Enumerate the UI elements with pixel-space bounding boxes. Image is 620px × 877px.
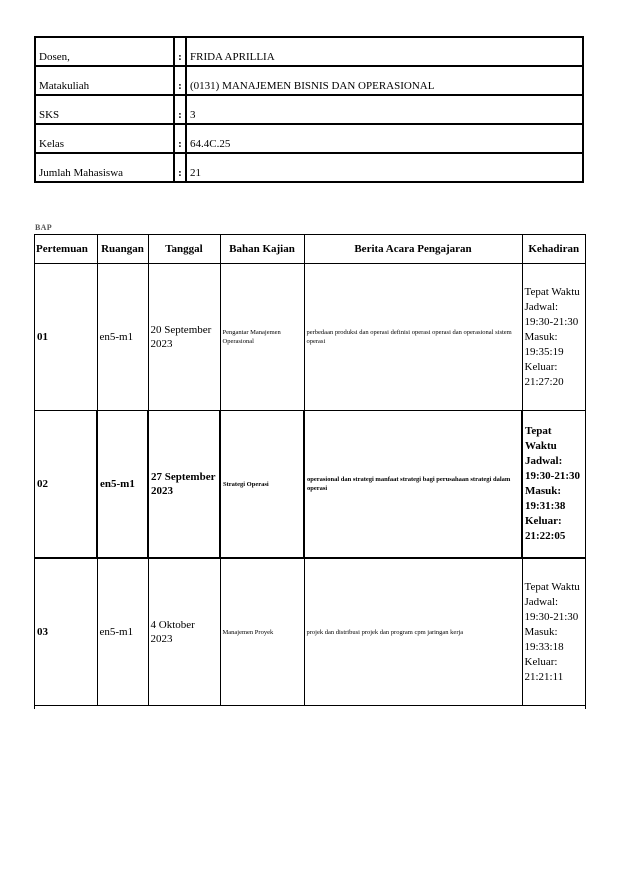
info-row-sks	[35, 95, 583, 124]
header-berita-acara: Berita Acara Pengajaran	[304, 235, 522, 264]
info-separator: :	[174, 124, 186, 153]
info-separator: :	[174, 153, 186, 182]
info-label: Jumlah Mahasiswa	[35, 153, 174, 182]
pertemuan-cell: 02	[35, 411, 97, 559]
kehadiran-cell: Tepat Waktu Jadwal: 19:30-21:30 Masuk: 19:35:19 Keluar: 21:27:20	[522, 264, 585, 411]
course-info-table	[34, 36, 584, 183]
info-row-matakuliah	[35, 66, 583, 95]
tanggal-cell: 4 Oktober 2023	[148, 558, 220, 706]
berita-acara-cell: operasional dan strategi manfaat strategi bagi perusahaan strategi dalam operasi	[304, 411, 522, 559]
ruangan-cell: en5-m1	[97, 411, 148, 559]
info-separator: :	[174, 66, 186, 95]
info-row-kelas	[35, 124, 583, 153]
header-bahan-kajian: Bahan Kajian	[220, 235, 304, 264]
header-tanggal: Tanggal	[148, 235, 220, 264]
info-row-dosen	[35, 37, 583, 66]
table-row	[35, 264, 585, 411]
info-label: Kelas	[35, 124, 174, 153]
ruangan-cell: en5-m1	[97, 558, 148, 706]
tanggal-cell: 27 September 2023	[148, 411, 220, 559]
kehadiran-cell: Tepat Waktu Jadwal: 19:30-21:30 Masuk: 19:33:18 Keluar: 21:21:11	[522, 558, 585, 706]
info-label: Dosen,	[35, 37, 174, 66]
table-row	[35, 411, 585, 559]
info-value: 3	[186, 95, 583, 124]
info-label: Matakuliah	[35, 66, 174, 95]
header-kehadiran: Kehadiran	[522, 235, 585, 264]
info-row-jumlah-mahasiswa	[35, 153, 583, 182]
info-value: 64.4C.25	[186, 124, 583, 153]
ruangan-cell: en5-m1	[97, 264, 148, 411]
berita-acara-cell: projek dan distribusi projek dan program cpm jaringan kerja	[304, 558, 522, 706]
bap-table-frame	[34, 234, 586, 709]
info-value: FRIDA APRILLIA	[186, 37, 583, 66]
tanggal-cell: 20 September 2023	[148, 264, 220, 411]
info-label: SKS	[35, 95, 174, 124]
berita-acara-cell: perbedaan produksi dan operasi definisi operasi operasi dan operasional sistem operasi	[304, 264, 522, 411]
bahan-kajian-cell: Strategi Operasi	[220, 411, 304, 559]
header-ruangan: Ruangan	[97, 235, 148, 264]
pertemuan-cell: 03	[35, 558, 97, 706]
info-value: (0131) MANAJEMEN BISNIS DAN OPERASIONAL	[186, 66, 583, 95]
bap-label: BAP	[35, 223, 52, 232]
kehadiran-cell: Tepat Waktu Jadwal: 19:30-21:30 Masuk: 19:31:38 Keluar: 21:22:05	[522, 411, 585, 559]
header-pertemuan: Pertemuan	[35, 235, 97, 264]
bahan-kajian-cell: Pengantar Manajemen Operasional	[220, 264, 304, 411]
pertemuan-cell: 01	[35, 264, 97, 411]
info-separator: :	[174, 37, 186, 66]
info-separator: :	[174, 95, 186, 124]
bahan-kajian-cell: Manajemen Proyek	[220, 558, 304, 706]
bap-table	[35, 235, 585, 706]
bap-header-row	[35, 235, 585, 264]
table-row	[35, 558, 585, 706]
info-value: 21	[186, 153, 583, 182]
